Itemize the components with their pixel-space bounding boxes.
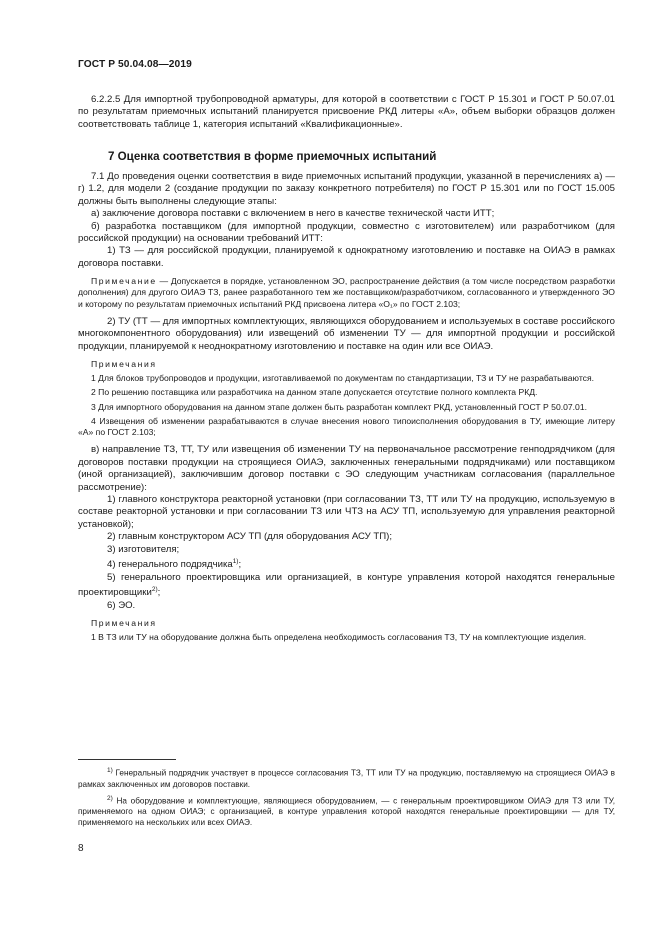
list-item-b1: 1) ТЗ — для российской продукции, планируемой к однократному изготовлению и поставке на ОИАЭ в рамках договора поставки. <box>78 245 615 269</box>
list-item-a: а) заключение договора поставки с включением в него в качестве технической части ИТТ; <box>91 208 495 220</box>
list-item-v4 <box>78 556 615 572</box>
footnote-1 <box>78 765 615 790</box>
list-item-v4-text: 4) генерального подрядчика <box>107 559 233 571</box>
list-item-v3: 3) изготовителя; <box>107 543 180 555</box>
list-item-v2: 2) главным конструктором АСУ ТП (для оборудования АСУ ТП); <box>107 531 393 543</box>
footnote-ref-2: 2) <box>151 585 158 593</box>
note-1 <box>78 276 615 310</box>
list-item-b2: 2) ТУ (ТТ — для импортных комплектующих, являющихся оборудованием и используемых в составе российского многокомпонентного оборудования) или извещений об изменении ТУ — для импортной продукции и российской продукции, планируемой к неоднократному изготовлению и поставке на один или все ОИАЭ. <box>78 315 615 352</box>
note-item: 1 В ТЗ или ТУ на оборудование должна быть определена необходимость согласования ТЗ, ТУ на комплектующие изделия. <box>91 632 587 643</box>
notes-heading: Примечания <box>91 359 157 370</box>
list-item-v5-end: ; <box>157 587 161 599</box>
footnote-2 <box>78 793 615 829</box>
list-item-v6: 6) ЭО. <box>107 599 136 611</box>
list-item-v1: 1) главного конструктора реакторной установки (при согласовании ТЗ, ТТ или ТУ на продукцию, используемую в составе реакторной установки и при согласовании ТЗ или ЧТЗ на АСУ ТП, используемую для управления реакторной установкой); <box>78 493 615 530</box>
section-heading: 7 Оценка соответствия в форме приемочных испытаний <box>108 150 437 163</box>
note-item: 3 Для импортного оборудования на данном этапе должен быть разработан комплект РКД, установленный ГОСТ Р 50.07.01. <box>91 401 588 412</box>
footnote-separator <box>78 759 176 760</box>
note-label: Примечание <box>91 276 157 287</box>
list-item-v: в) направление ТЗ, ТТ, ТУ или извещения об изменении ТУ на первоначальное рассмотрение генподрядчиком (для договоров поставки продукции на строящиеся ОИАЭ, заключенных генеральными подрядчиками) или поставщиком (иной организацией), заключившим договор поставки с ЭО следующим участникам согласования (параллельное рассмотрение): <box>78 444 615 493</box>
footnote-mark: 2) <box>107 794 113 802</box>
footnote-text: На оборудование и комплектующие, являющиеся оборудованием, — с генеральным проектировщиком ОИАЭ для ТЗ или ТУ, применяемого на одном ОИАЭ; с организацией, в контуре управления которой находятся генеральные проектировщики — для ТУ, применяемого на нескольких или всех ОИАЭ. <box>78 796 615 828</box>
notes-heading: Примечания <box>91 617 157 628</box>
section-7-body <box>78 171 615 643</box>
note-item: 1 Для блоков трубопроводов и продукции, изготавливаемой по документам по стандартизации, ТЗ и ТУ не разрабатываются. <box>91 373 594 384</box>
note-text: — Допускается в порядке, установленном ЭО, распространение действия (а том числе посредством разработки дополнения) для другого ОИАЭ ТЗ, ранее разработанного тем же поставщиком/разработчиком, согласованного и утвержденного ЭО и которому по результатам приемочных испытаний РКД присвоена литера «О₁» по ГОСТ 2.103; <box>78 276 615 309</box>
list-item-v4-end: ; <box>238 559 242 571</box>
paragraph-7-1: 7.1 До проведения оценки соответствия в виде приемочных испытаний продукции, указанной в перечислениях а) — г) 1.2, для модели 2 (создание продукции по заказу конкретного потребителя) по ГОСТ Р 15.301 или по ГОСТ 15.005 должны быть выполнены следующие этапы: <box>78 171 615 207</box>
note-item: 2 По решению поставщика или разработчика на данном этапе допускается отсутствие полного комплекта РКД. <box>91 387 538 398</box>
footnote-ref-1: 1) <box>232 557 239 565</box>
clause-6-2-2-5 <box>78 94 615 131</box>
footnote-text: Генеральный подрядчик участвует в процессе согласования ТЗ, ТТ или ТУ на продукцию, поставляемую на строящиеся ОИАЭ в рамках заключенных им договоров поставки. <box>78 768 615 789</box>
list-item-v5-text: 5) генерального проектировщика или организацией, в контуре управления которой находятся генеральные проектировщики <box>78 571 615 599</box>
footnotes <box>78 765 615 828</box>
paragraph-6-2-2-5: 6.2.2.5 Для импортной трубопроводной арматуры, для которой в соответствии с ГОСТ Р 15.301 и ГОСТ Р 50.07.01 по результатам приемочных испытаний планируется присвоение РКД литеры «А», объем выборки образцов должен соответствовать таблице 1, категория испытаний «Квалификационные». <box>78 94 615 130</box>
footnote-mark: 1) <box>107 767 113 774</box>
list-item-b: б) разработка поставщиком (для импортной продукции, совместно с изготовителем) или разработчиком (для российской продукции) на основании требований ИТТ: <box>78 220 615 245</box>
document-header: ГОСТ Р 50.04.08—2019 <box>78 59 192 70</box>
note-item: 4 Извещения об изменении разрабатываются в случае внесения нового типоисполнения оборудования в ТУ, имеющие литеру «А» по ГОСТ 2.103; <box>78 415 615 438</box>
page-number: 8 <box>78 843 84 854</box>
list-item-v5 <box>78 572 615 600</box>
